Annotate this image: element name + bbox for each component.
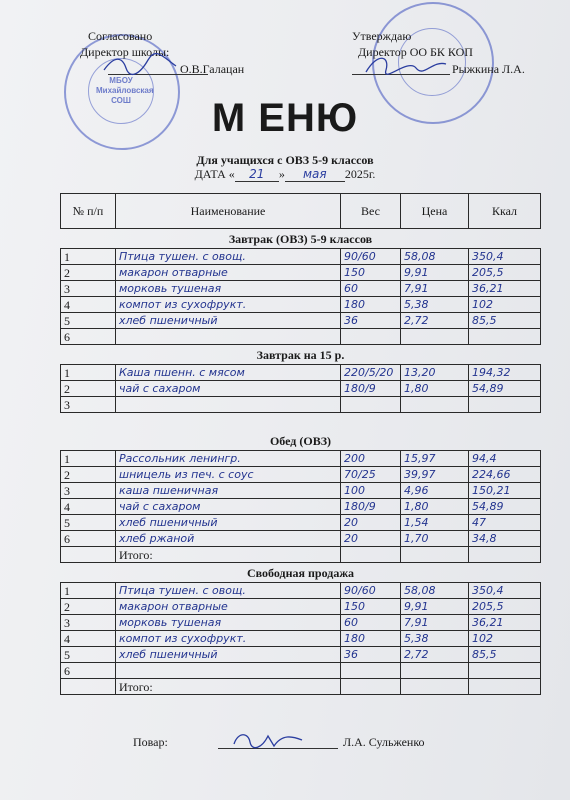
row-number: 3 bbox=[61, 483, 116, 499]
dish-price bbox=[401, 679, 469, 695]
table-row bbox=[61, 329, 541, 345]
table-row bbox=[61, 599, 541, 615]
dish-weight: 36 bbox=[341, 647, 401, 663]
section-title: Завтрак (ОВЗ) 5-9 классов bbox=[228, 231, 373, 246]
dish-weight bbox=[341, 663, 401, 679]
page-subtitle: Для учащихся с ОВЗ 5-9 классов bbox=[196, 153, 374, 167]
row-number: 3 bbox=[61, 397, 116, 413]
approval-left-name: О.В.Галацан bbox=[180, 62, 245, 76]
col-header-number: № п/п bbox=[61, 194, 116, 229]
row-number: 6 bbox=[61, 329, 116, 345]
row-number: 6 bbox=[61, 663, 116, 679]
dish-weight: 180 bbox=[341, 297, 401, 313]
section-header-row bbox=[61, 431, 541, 451]
table-row bbox=[61, 381, 541, 397]
head-signature bbox=[360, 50, 450, 80]
dish-price: 7,91 bbox=[401, 615, 469, 631]
section-title: Завтрак на 15 р. bbox=[256, 347, 345, 362]
dish-price: 4,96 bbox=[401, 483, 469, 499]
dish-weight: 150 bbox=[341, 265, 401, 281]
row-number: 5 bbox=[61, 515, 116, 531]
dish-price bbox=[401, 397, 469, 413]
dish-name bbox=[116, 329, 341, 345]
dish-price: 1,80 bbox=[401, 499, 469, 515]
dish-kcal: 47 bbox=[469, 515, 541, 531]
table-row bbox=[61, 547, 541, 563]
date-day: 21 bbox=[235, 167, 279, 182]
table-row bbox=[61, 313, 541, 329]
row-number: 1 bbox=[61, 365, 116, 381]
table-row bbox=[61, 397, 541, 413]
approval-right-name: Рыжкина Л.А. bbox=[452, 62, 525, 76]
row-number bbox=[61, 547, 116, 563]
table-row bbox=[61, 631, 541, 647]
row-number: 6 bbox=[61, 531, 116, 547]
dish-weight: 180 bbox=[341, 631, 401, 647]
dish-price: 7,91 bbox=[401, 281, 469, 297]
dish-name: макарон отварные bbox=[116, 599, 341, 615]
dish-name: чай с сахаром bbox=[116, 381, 341, 397]
approval-left-title: Согласовано bbox=[88, 29, 153, 43]
dish-name: Итого: bbox=[116, 679, 341, 695]
dish-price bbox=[401, 547, 469, 563]
dish-kcal: 36,21 bbox=[469, 615, 541, 631]
dish-name: хлеб пшеничный bbox=[116, 647, 341, 663]
dish-kcal: 85,5 bbox=[469, 647, 541, 663]
dish-price: 2,72 bbox=[401, 313, 469, 329]
dish-weight: 220/5/20 bbox=[341, 365, 401, 381]
row-number: 5 bbox=[61, 647, 116, 663]
dish-weight: 200 bbox=[341, 451, 401, 467]
dish-name: Птица тушен. с овощ. bbox=[116, 249, 341, 265]
dish-kcal bbox=[469, 329, 541, 345]
dish-kcal: 150,21 bbox=[469, 483, 541, 499]
dish-price: 9,91 bbox=[401, 599, 469, 615]
dish-kcal: 205,5 bbox=[469, 599, 541, 615]
dish-name: хлеб пшеничный bbox=[116, 313, 341, 329]
dish-weight bbox=[341, 329, 401, 345]
dish-name: Птица тушен. с овощ. bbox=[116, 583, 341, 599]
dish-name bbox=[116, 663, 341, 679]
dish-weight bbox=[341, 397, 401, 413]
date-month: мая bbox=[285, 167, 345, 182]
date-mid: » bbox=[278, 167, 285, 181]
approval-right-role: Директор ОО БК КОП bbox=[358, 45, 473, 59]
dish-price: 1,80 bbox=[401, 381, 469, 397]
dish-weight: 150 bbox=[341, 599, 401, 615]
dish-weight: 20 bbox=[341, 515, 401, 531]
dish-name: компот из сухофрукт. bbox=[116, 631, 341, 647]
dish-kcal: 85,5 bbox=[469, 313, 541, 329]
table-row bbox=[61, 531, 541, 547]
menu-date bbox=[0, 167, 570, 182]
row-number: 1 bbox=[61, 451, 116, 467]
dish-price: 5,38 bbox=[401, 297, 469, 313]
row-number: 4 bbox=[61, 297, 116, 313]
dish-weight: 90/60 bbox=[341, 249, 401, 265]
dish-kcal bbox=[469, 663, 541, 679]
page-title: М ЕНЮ bbox=[211, 96, 359, 140]
dish-weight: 20 bbox=[341, 531, 401, 547]
approval-left-role: Директор школы: bbox=[80, 45, 170, 59]
dish-name: Каша пшенн. с мясом bbox=[116, 365, 341, 381]
dish-price: 39,97 bbox=[401, 467, 469, 483]
dish-price: 9,91 bbox=[401, 265, 469, 281]
dish-kcal bbox=[469, 679, 541, 695]
table-row bbox=[61, 615, 541, 631]
dish-kcal bbox=[469, 547, 541, 563]
table-header-row bbox=[61, 194, 541, 229]
row-number: 4 bbox=[61, 499, 116, 515]
table-row bbox=[61, 265, 541, 281]
table-row bbox=[61, 515, 541, 531]
dish-weight: 60 bbox=[341, 281, 401, 297]
date-year: 2025г. bbox=[344, 167, 376, 181]
col-header-kcal: Ккал bbox=[469, 194, 541, 229]
dish-name: макарон отварные bbox=[116, 265, 341, 281]
dish-kcal: 94,4 bbox=[469, 451, 541, 467]
dish-weight: 70/25 bbox=[341, 467, 401, 483]
table-row bbox=[61, 365, 541, 381]
dish-name: Итого: bbox=[116, 547, 341, 563]
table-row bbox=[61, 483, 541, 499]
dish-kcal: 224,66 bbox=[469, 467, 541, 483]
row-number: 5 bbox=[61, 313, 116, 329]
dish-kcal bbox=[469, 397, 541, 413]
table-row bbox=[61, 499, 541, 515]
dish-weight bbox=[341, 547, 401, 563]
dish-kcal: 102 bbox=[469, 297, 541, 313]
section-gap bbox=[61, 413, 541, 432]
row-number: 1 bbox=[61, 583, 116, 599]
table-row bbox=[61, 647, 541, 663]
section-header-row bbox=[61, 345, 541, 365]
dish-price: 1,54 bbox=[401, 515, 469, 531]
col-header-name: Наименование bbox=[116, 194, 341, 229]
dish-name: шницель из печ. с соус bbox=[116, 467, 341, 483]
section-header-row bbox=[61, 563, 541, 583]
row-number: 1 bbox=[61, 249, 116, 265]
table-row bbox=[61, 281, 541, 297]
dish-weight: 90/60 bbox=[341, 583, 401, 599]
dish-weight: 60 bbox=[341, 615, 401, 631]
director-signature bbox=[100, 52, 180, 78]
col-header-price: Цена bbox=[401, 194, 469, 229]
section-gap-cell bbox=[61, 413, 541, 432]
row-number bbox=[61, 679, 116, 695]
table-row bbox=[61, 451, 541, 467]
dish-price: 58,08 bbox=[401, 249, 469, 265]
row-number: 2 bbox=[61, 599, 116, 615]
dish-price: 2,72 bbox=[401, 647, 469, 663]
cook-name: Л.А. Сульженко bbox=[343, 735, 425, 749]
approval-right-title: Утверждаю bbox=[352, 29, 412, 43]
row-number: 3 bbox=[61, 615, 116, 631]
table-row bbox=[61, 249, 541, 265]
dish-price: 58,08 bbox=[401, 583, 469, 599]
section-title: Обед (ОВЗ) bbox=[269, 433, 332, 448]
dish-name bbox=[116, 397, 341, 413]
dish-kcal: 54,89 bbox=[469, 499, 541, 515]
dish-kcal: 36,21 bbox=[469, 281, 541, 297]
dish-weight bbox=[341, 679, 401, 695]
dish-kcal: 194,32 bbox=[469, 365, 541, 381]
dish-kcal: 205,5 bbox=[469, 265, 541, 281]
dish-kcal: 34,8 bbox=[469, 531, 541, 547]
dish-price bbox=[401, 663, 469, 679]
dish-kcal: 350,4 bbox=[469, 249, 541, 265]
dish-price: 5,38 bbox=[401, 631, 469, 647]
dish-name: Рассольник ленингр. bbox=[116, 451, 341, 467]
dish-weight: 180/9 bbox=[341, 499, 401, 515]
dish-name: компот из сухофрукт. bbox=[116, 297, 341, 313]
date-prefix: ДАТА « bbox=[194, 167, 235, 181]
dish-name: хлеб пшеничный bbox=[116, 515, 341, 531]
dish-name: морковь тушеная bbox=[116, 615, 341, 631]
dish-price bbox=[401, 329, 469, 345]
section-title: Свободная продажа bbox=[246, 565, 355, 580]
dish-name: каша пшеничная bbox=[116, 483, 341, 499]
row-number: 2 bbox=[61, 467, 116, 483]
menu-table bbox=[60, 193, 541, 695]
row-number: 2 bbox=[61, 265, 116, 281]
dish-name: морковь тушеная bbox=[116, 281, 341, 297]
dish-kcal: 102 bbox=[469, 631, 541, 647]
cook-label: Повар: bbox=[133, 735, 168, 749]
dish-name: чай с сахаром bbox=[116, 499, 341, 515]
school-stamp-text: МБОУ Михайловская СОШ bbox=[96, 76, 154, 105]
row-number: 2 bbox=[61, 381, 116, 397]
dish-kcal: 350,4 bbox=[469, 583, 541, 599]
dish-name: хлеб ржаной bbox=[116, 531, 341, 547]
table-row bbox=[61, 679, 541, 695]
row-number: 3 bbox=[61, 281, 116, 297]
row-number: 4 bbox=[61, 631, 116, 647]
dish-weight: 100 bbox=[341, 483, 401, 499]
dish-kcal: 54,89 bbox=[469, 381, 541, 397]
col-header-weight: Вес bbox=[341, 194, 401, 229]
dish-weight: 180/9 bbox=[341, 381, 401, 397]
table-row bbox=[61, 583, 541, 599]
dish-price: 1,70 bbox=[401, 531, 469, 547]
table-row bbox=[61, 297, 541, 313]
table-row bbox=[61, 467, 541, 483]
cook-signature bbox=[228, 728, 308, 752]
dish-weight: 36 bbox=[341, 313, 401, 329]
table-row bbox=[61, 663, 541, 679]
dish-price: 15,97 bbox=[401, 451, 469, 467]
section-header-row bbox=[61, 229, 541, 249]
dish-price: 13,20 bbox=[401, 365, 469, 381]
